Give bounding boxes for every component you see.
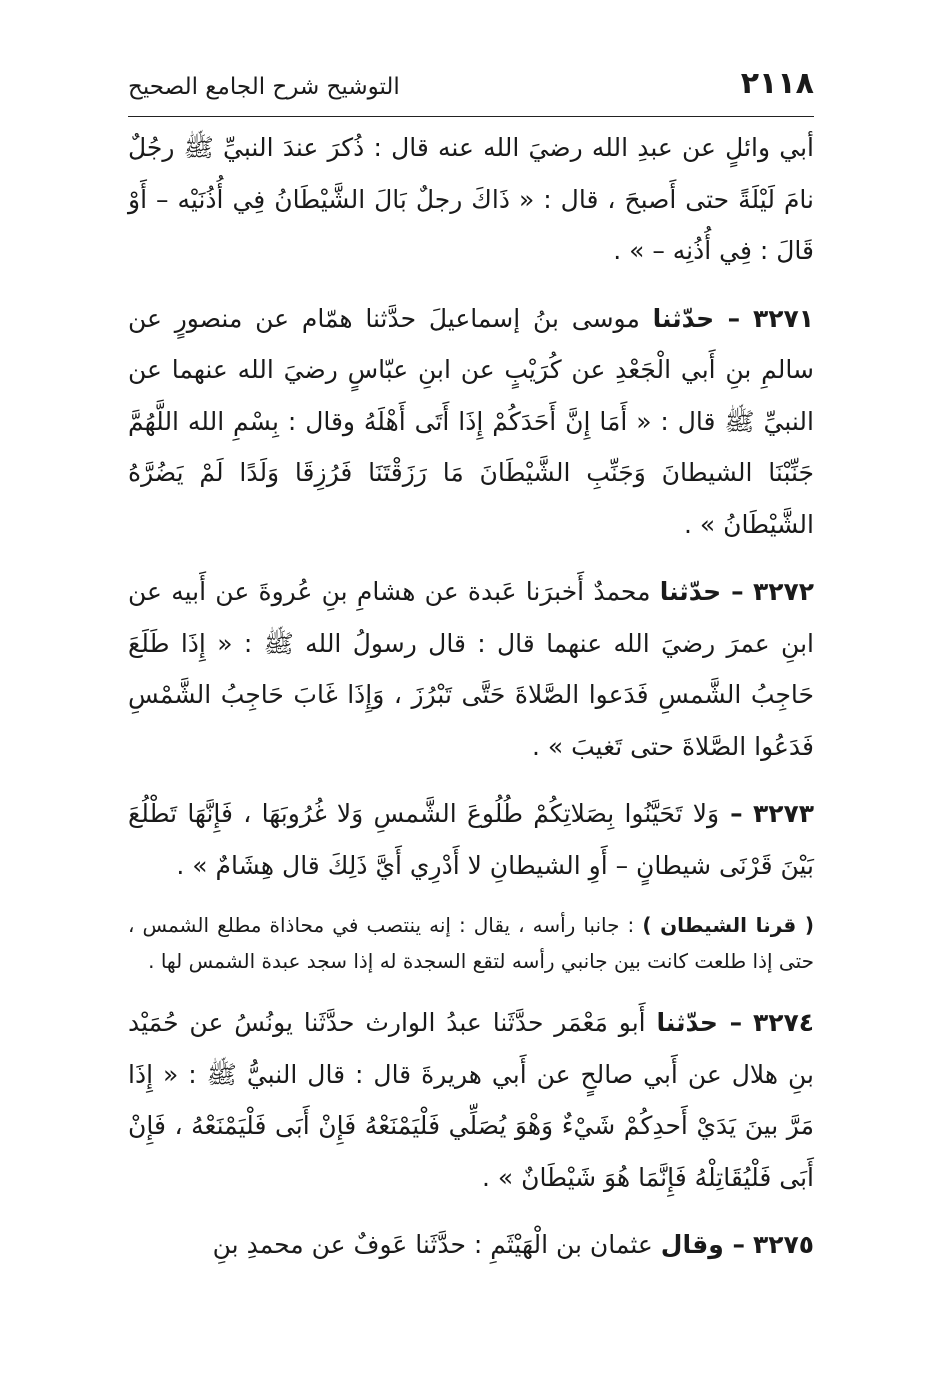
note-text: : جانبا رأسه ، يقال : إنه ينتصب في محاذاة مطلع الشمس ، حتى إذا طلعت كانت بين جانبي رأسه لتقع السجدة له إذا سجد عبدة الشمس لها . [128, 913, 814, 973]
paragraph-text: محمدٌ أَخبرَنا عَبدة عن هشامِ بنِ عُروةَ عن أَبيه عن ابنِ عمرَ رضيَ الله عنهما قال : قال رسولُ الله ﷺ : « إِذَا طَلَعَ حَاجِبُ الشَّمسِ فَدَعوا الصَّلاةَ حَتَّى تَبْرُزَ ، وَإِذَا غَابَ حَاجِبُ الشَّمْسِ فَدَعُوا الصَّلاةَ حتى تَغيبَ » . [128, 577, 814, 761]
hadith-lead-word: حدّثنا [656, 1008, 718, 1037]
page-header [128, 60, 814, 117]
paragraph-continuation [128, 122, 814, 277]
hadith-3271: ٣٢٧١ – حدّثنا موسى بنُ إسماعيلَ حدَّثنا همّام عن منصورٍ عن سالمِ بنِ أَبي الْجَعْدِ عن كُرَيْبٍ عن ابنِ عبّاسٍ رضيَ الله عنهما عن النبيِّ ﷺ قال : « أَمَا إِنَّ أَحَدَكُمْ إِذَا أَتَى أَهْلَهُ وقال : بِسْمِ الله اللَّهُمَّ جَنِّبْنَا الشيطانَ وَجَنِّبِ الشَّيْطَانَ مَا رَزَقْتَنَا فَرُزِقَا وَلَدًا لَمْ يَضُرَّهُ الشَّيْطَانُ » . [128, 303, 814, 539]
running-title: التوشيح شرح الجامع الصحيح [128, 74, 400, 100]
hadith-number: ٣٢٧٥ [752, 1230, 814, 1259]
paragraph-text: وَلا تَحَيَّنُوا بِصَلاتِكُمْ طُلُوعَ الشَّمسِ وَلا غُرُوبَهَا ، فَإِنَّهَا تَطْلُعَ بَيْنَ قَرْنَى شيطانٍ – أَوِ الشيطانِ لا أَدْرِي أَيَّ ذَلِكَ قال هِشَامٌ » . [128, 799, 814, 880]
hadith-number: ٣٢٧٤ [752, 1008, 815, 1037]
hadith-3274: ٣٢٧٤ – حدّثنا أَبو مَعْمَر حدَّثَنا عبدُ الوارث حدَّثَنا يونُسُ عن حُمَيْد بنِ هلال عن أَبي صالحٍ عن أَبي هريرةَ قال : قال النبيُّ ﷺ : « إِذَا مَرَّ بينَ يَدَيْ أَحدِكُمْ شَيْءٌ وَهْوَ يُصَلِّي فَلْيَمْنَعْهُ فَإِنْ أَبَى فَلْيَمْنَعْهُ ، فَإِنْ أَبَى فَلْيُقَاتِلْهُ فَإِنَّمَا هُوَ شَيْطَانٌ » . [128, 1008, 815, 1192]
hadith-number: ٣٢٧٣ [752, 799, 814, 828]
hadith-lead-word: حدّثنا [652, 303, 715, 333]
paragraph-text: عثمان بن الْهَيْثَمِ : حدَّثَنا عَوفٌ عن محمدِ بنِ [212, 1230, 653, 1259]
hadith-lead-word: حدّثنا [659, 577, 722, 606]
hadith-3275: ٣٢٧٥ – وقال عثمان بن الْهَيْثَمِ : حدَّثَنا عَوفٌ عن محمدِ بنِ [212, 1230, 814, 1259]
paragraph-text: أَبو مَعْمَر حدَّثَنا عبدُ الوارث حدَّثَنا يونُسُ عن حُمَيْد بنِ هلال عن أَبي صالحٍ عن أَبي هريرةَ قال : قال النبيُّ ﷺ : « إِذَا مَرَّ بينَ يَدَيْ أَحدِكُمْ شَيْءٌ وَهْوَ يُصَلِّي فَلْيَمْنَعْهُ فَإِنْ أَبَى فَلْيَمْنَعْهُ ، فَإِنْ أَبَى فَلْيُقَاتِلْهُ فَإِنَّمَا هُوَ شَيْطَانٌ » . [128, 1008, 814, 1192]
hadith-3273: ٣٢٧٣ – وَلا تَحَيَّنُوا بِصَلاتِكُمْ طُلُوعَ الشَّمسِ وَلا غُرُوبَهَا ، فَإِنَّهَا تَطْلُعَ بَيْنَ قَرْنَى شيطانٍ – أَوِ الشيطانِ لا أَدْرِي أَيَّ ذَلِكَ قال هِشَامٌ » . [128, 799, 814, 880]
paragraph-text: موسى بنُ إسماعيلَ حدَّثنا همّام عن منصورٍ عن سالمِ بنِ أَبي الْجَعْدِ عن كُرَيْبٍ عن ابنِ عبّاسٍ رضيَ الله عنهما عن النبيِّ ﷺ قال : « أَمَا إِنَّ أَحَدَكُمْ إِذَا أَتَى أَهْلَهُ وقال : بِسْمِ الله اللَّهُمَّ جَنِّبْنَا الشيطانَ وَجَنِّبِ الشَّيْطَانَ مَا رَزَقْتَنَا فَرُزِقَا وَلَدًا لَمْ يَضُرَّهُ الشَّيْطَانُ » . [128, 303, 814, 539]
paragraph-text: أبي وائلٍ عن عبدِ الله رضيَ الله عنه قال : ذُكرَ عندَ النبيِّ ﷺ رجُلٌ نامَ لَيْلَةً حتى أَصبحَ ، قال : « ذَاكَ رجلٌ بَالَ الشَّيْطَانُ فِي أُذُنَيْه – أَوْ قَالَ : فِي أُذُنِه – » . [128, 133, 814, 265]
body-text [128, 122, 814, 1287]
hadith-lead-word: وقال [660, 1230, 724, 1259]
hadith-3272: ٣٢٧٢ – حدّثنا محمدٌ أَخبرَنا عَبدة عن هشامِ بنِ عُروةَ عن أَبيه عن ابنِ عمرَ رضيَ الله عنهما قال : قال رسولُ الله ﷺ : « إِذَا طَلَعَ حَاجِبُ الشَّمسِ فَدَعوا الصَّلاةَ حَتَّى تَبْرُزَ ، وَإِذَا غَابَ حَاجِبُ الشَّمْسِ فَدَعُوا الصَّلاةَ حتى تَغيبَ » . [128, 577, 814, 761]
page-number: ٢١١٨ [740, 66, 814, 101]
hadith-number: ٣٢٧٢ [752, 577, 814, 606]
note-term: ( قرنا الشيطان ) [642, 913, 815, 937]
hadith-number: ٣٢٧١ [752, 303, 814, 333]
commentary-note [128, 907, 814, 979]
